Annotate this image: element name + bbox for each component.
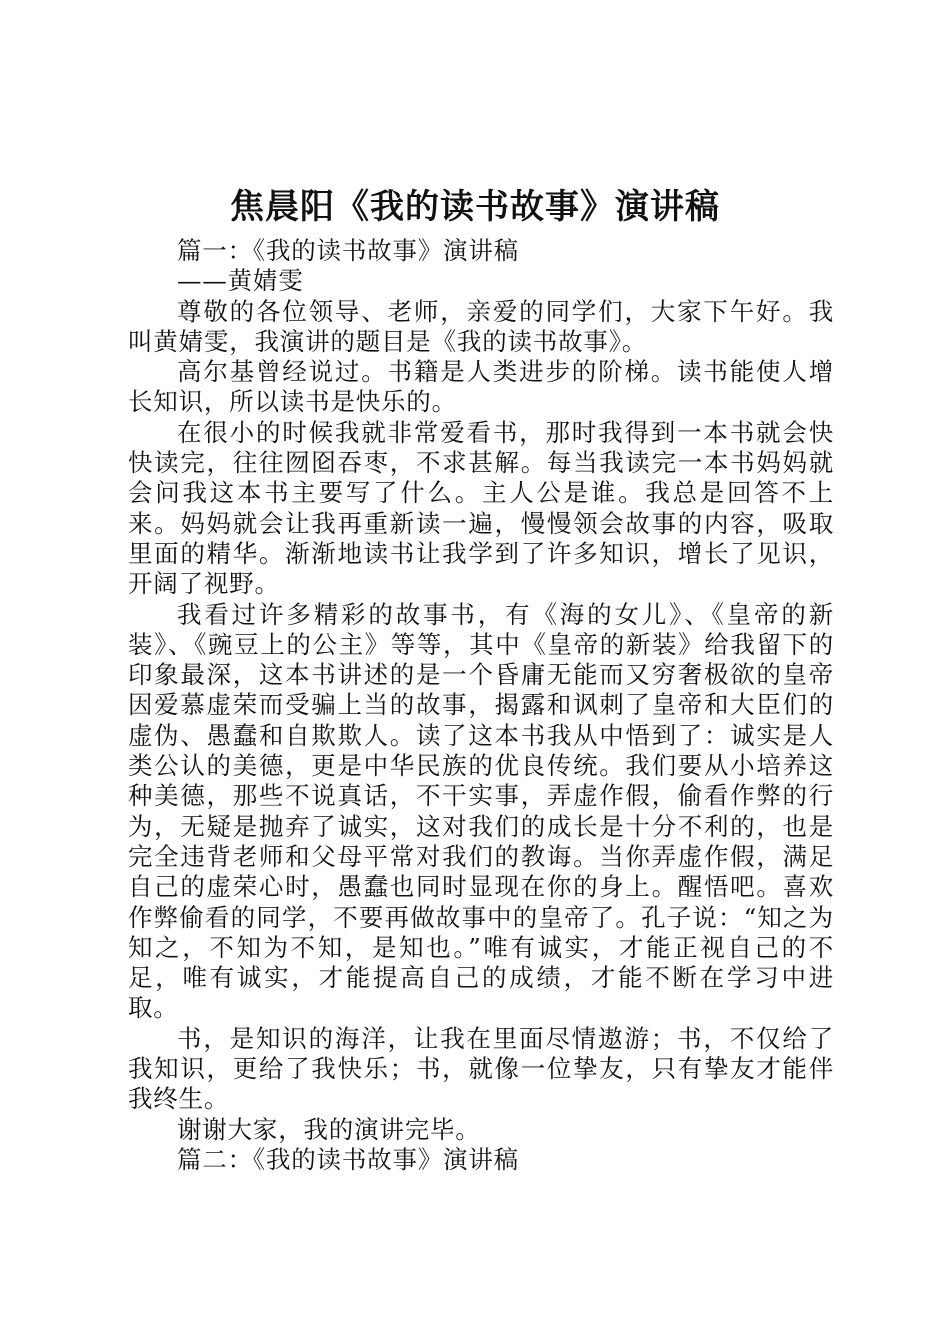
section-heading-1: 篇一：《我的读书故事》演讲稿 — [177, 236, 519, 265]
paragraph-greeting: 尊敬的各位领导、老师，亲爱的同学们，大家下午好。我叫黄婧雯，我演讲的题目是《我的读书故事》。 — [128, 296, 834, 356]
section-heading-2: 篇二：《我的读书故事》演讲稿 — [177, 1144, 519, 1174]
paragraph-childhood: 在很小的时候我就非常爱看书，那时我得到一本书就会快快读完，往往囫囵吞枣，不求甚解。每当我读完一本书妈妈就会问我这本书主要写了什么。主人公是谁。我总是回答不上来。妈妈就会让我再重新读一遍，慢慢领会故事的内容，吸取里面的精华。渐渐地读书让我学到了许多知识，增长了见识，开阔了视野。 — [128, 417, 834, 599]
paragraph-books: 书，是知识的海洋，让我在里面尽情遨游；书，不仅给了我知识，更给了我快乐；书，就像一位挚友，只有挚友才能伴我终生。 — [128, 1023, 834, 1114]
paragraph-story: 我看过许多精彩的故事书，有《海的女儿》、《皇帝的新装》、《豌豆上的公主》等等，其中《皇帝的新装》给我留下的印象最深，这本书讲述的是一个昏庸无能而又穷奢极欲的皇帝因爱慕虚荣而受骗上当的故事，揭露和讽刺了皇帝和大臣们的虚伪、愚蠢和自欺欺人。读了这本书我从中悟到了：诚实是人类公认的美德，更是中华民族的优良传统。我们要从小培养这种美德，那些不说真话，不干实事，弄虚作假，偷看作弊的行为，无疑是抛弃了诚实，这对我们的成长是十分不利的，也是完全违背老师和父母平常对我们的教诲。当你弄虚作假，满足自己的虚荣心时，愚蠢也同时显现在你的身上。醒悟吧。喜欢作弊偷看的同学，不要再做故事中的皇帝了。孔子说：“知之为知之，不知为不知，是知也。”唯有诚实，才能正视自己的不足，唯有诚实，才能提高自己的成绩，才能不断在学习中进取。 — [128, 599, 834, 1023]
document-title: 焦晨阳《我的读书故事》演讲稿 — [230, 187, 720, 227]
document-body — [128, 236, 834, 1175]
author-line: ——黄婧雯 — [177, 266, 304, 296]
paragraph-quote: 高尔基曾经说过。书籍是人类进步的阶梯。读书能使人增长知识，所以读书是快乐的。 — [128, 357, 834, 417]
paragraph-thanks: 谢谢大家，我的演讲完毕。 — [177, 1114, 481, 1144]
